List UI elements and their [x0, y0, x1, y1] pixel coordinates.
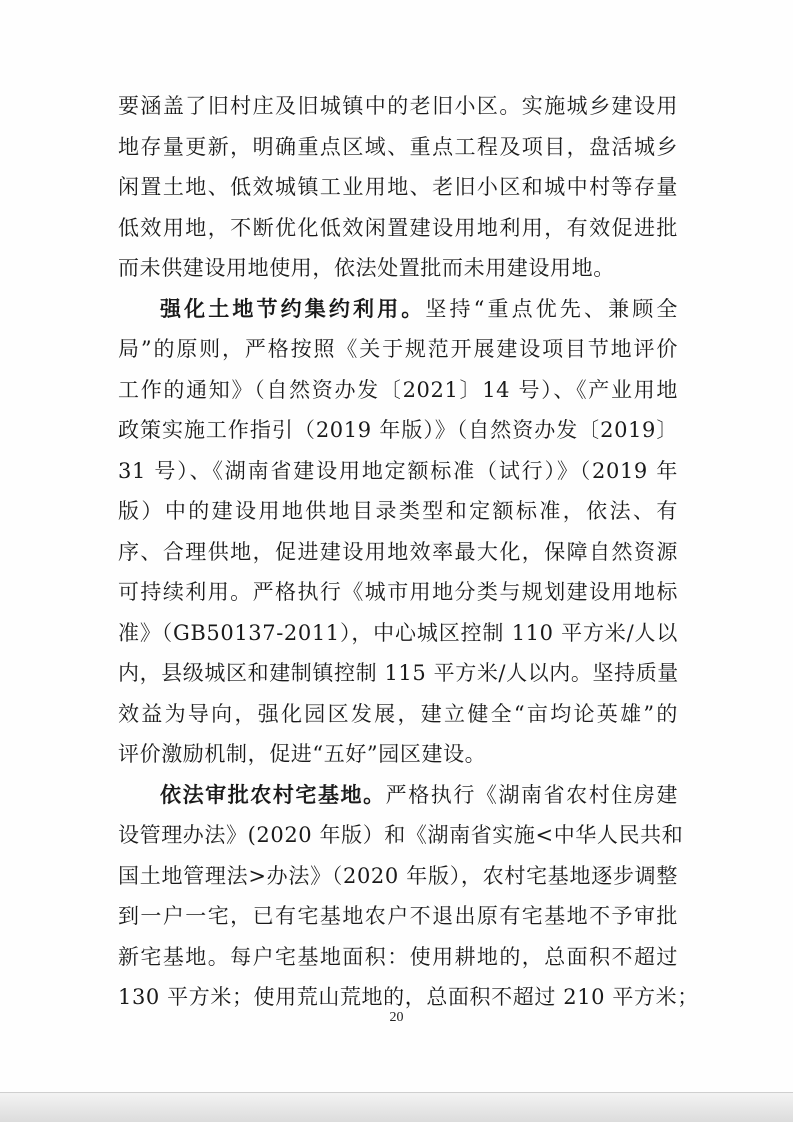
text-span: 坚持“重点优先、兼顾全 — [425, 296, 678, 321]
text-line: 版）中的建设用地供地目录类型和定额标准，依法、有 — [118, 499, 678, 523]
text-line: 局”的原则，严格按照《关于规范开展建设项目节地评价 — [118, 337, 678, 361]
paragraph-first-line — [118, 289, 678, 330]
text-line: 工作的通知》（自然资办发〔2021〕14 号）、《产业用地 — [118, 377, 678, 402]
text-line: 序、合理供地，促进建设用地效率最大化，保障自然资源 — [118, 539, 678, 564]
text-line: 可持续利用。严格执行《城市用地分类与规划建设用地标 — [118, 580, 678, 604]
text-line: 31 号）、《湖南省建设用地定额标准（试行）》（2019 年 — [118, 458, 678, 483]
text-line: 要涵盖了旧村庄及旧城镇中的老旧小区。实施城乡建设用 — [118, 94, 678, 118]
text-line: 内，县级城区和建制镇控制 115 平方米/人以内。坚持质量 — [118, 661, 679, 685]
text-line: 130 平方米；使用荒山荒地的，总面积不超过 210 平方米； — [118, 985, 699, 1009]
scan-bottom-edge — [0, 1092, 793, 1122]
text-line: 地存量更新，明确重点区域、重点工程及项目，盘活城乡 — [118, 134, 678, 159]
text-line: 效益为导向，强化园区发展，建立健全“亩均论英雄”的 — [118, 701, 678, 726]
paragraph-first-line — [118, 775, 678, 816]
text-line: 政策实施工作指引（2019 年版）》（自然资办发〔2019〕 — [118, 418, 678, 442]
text-line: 到一户一宅，已有宅基地农户不退出原有宅基地不予审批 — [118, 904, 678, 928]
page-number: 20 — [389, 1010, 404, 1025]
text-span: 严格执行《湖南省农村住房建 — [385, 782, 678, 807]
text-line: 新宅基地。每户宅基地面积：使用耕地的，总面积不超过 — [118, 944, 678, 969]
section-heading: 强化土地节约集约利用。 — [160, 295, 426, 321]
text-line: 设管理办法》(2020 年版）和《湖南省实施<中华人民共和 — [118, 823, 684, 847]
text-line: 评价激励机制，促进“五好”园区建设。 — [118, 742, 487, 766]
text-line: 低效用地，不断优化低效闲置建设用地利用，有效促进批 — [118, 215, 678, 240]
body-text — [118, 86, 699, 1018]
text-line: 闲置土地、低效城镇工业用地、老旧小区和城中村等存量 — [118, 175, 678, 199]
text-line: 准》（GB50137-2011），中心城区控制 110 平方米/人以 — [118, 620, 678, 645]
text-line: 国土地管理法>办法》（2020 年版），农村宅基地逐步调整 — [118, 863, 678, 888]
text-line: 而未供建设用地使用，依法处置批而未用建设用地。 — [118, 256, 615, 280]
section-heading: 依法审批农村宅基地。 — [160, 781, 386, 807]
